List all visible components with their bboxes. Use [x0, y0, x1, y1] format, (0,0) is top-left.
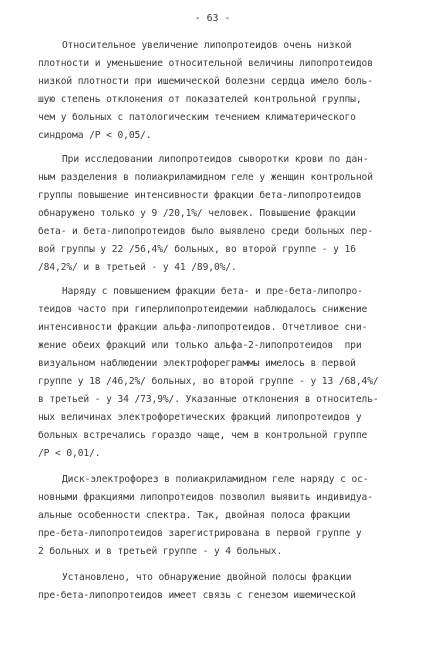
text-line: /84,2%/ и в третьей - у 41 /89,0%/. [38, 262, 237, 273]
text-line: группы повышение интенсивности фракции бета-липопротеидов [38, 190, 362, 201]
text-line: синдрома /Р < 0,05/. [38, 130, 152, 141]
text-line: чем у больных с патологическим течением климатерического [38, 112, 356, 123]
text-line: Установлено, что обнаружение двойной полосы фракции [62, 572, 352, 583]
text-line: шую степень отклонения от показателей контрольной группы, [38, 94, 362, 105]
text-line: ных величинах электрофоретических фракций липопротеидов у [38, 412, 362, 423]
text-line: теидов часто при гиперлипопротеидемии наблюдалось снижение [38, 304, 368, 315]
text-line: При исследовании липопротеидов сыворотки крови по дан- [62, 154, 369, 165]
text-line: интенсивности фракции альфа-липопротеидов. Отчетливое сни- [38, 322, 368, 333]
text-line: бета- и бета-липопротеидов было выявлено среди больных пер- [38, 226, 373, 237]
text-line: новными фракциями липопротеидов позволил выявить индивидуа- [38, 492, 373, 503]
text-line: группе у 18 /46,2%/ больных, во второй группе - у 13 /68,4%/ [38, 376, 379, 387]
text-line: пре-бета-липопротеидов зарегистрирована в первой группе у [38, 528, 362, 539]
text-line: Диск-электрофорез в полиакриламидном геле наряду с ос- [62, 474, 369, 485]
text-line: Наряду с повышением фракции бета- и пре-бета-липопро- [62, 286, 363, 297]
text-line: 2 больных и в третьей группе - у 4 больных. [38, 546, 283, 557]
text-line: /Р < 0,01/. [38, 448, 101, 459]
page-number: - 63 - [194, 13, 231, 24]
text-line: жение обеих фракций или только альфа-2-липопротеидов при [38, 340, 362, 351]
text-line: Относительное увеличение липопротеидов очень низкой [62, 40, 352, 51]
text-line: низкой плотности при ишемической болезни сердца имело боль- [38, 76, 373, 87]
text-line: вой группы у 22 /56,4%/ больных, во второй группе - у 16 [38, 244, 356, 255]
text-line: в третьей - у 34 /73,9%/. Указанные отклонения в относитель- [38, 394, 379, 405]
text-line: альные особенности спектра. Так, двойная полоса фракции [38, 510, 351, 521]
text-line: плотности и уменьшение относительной величины липопротеидов [38, 58, 373, 69]
text-line: визуальном наблюдении электрофореграммы имелось в первой [38, 358, 356, 369]
text-line: пре-бета-липопротеидов имеет связь с генезом ишемической [38, 590, 356, 601]
text-line: больных встречались гораздо чаще, чем в контрольной группе [38, 430, 368, 441]
text-line: обнаружено только у 9 /20,1%/ человек. Повышение фракции [38, 208, 356, 219]
text-line: ным разделения в полиакриламидном геле у женщин контрольной [38, 172, 373, 183]
